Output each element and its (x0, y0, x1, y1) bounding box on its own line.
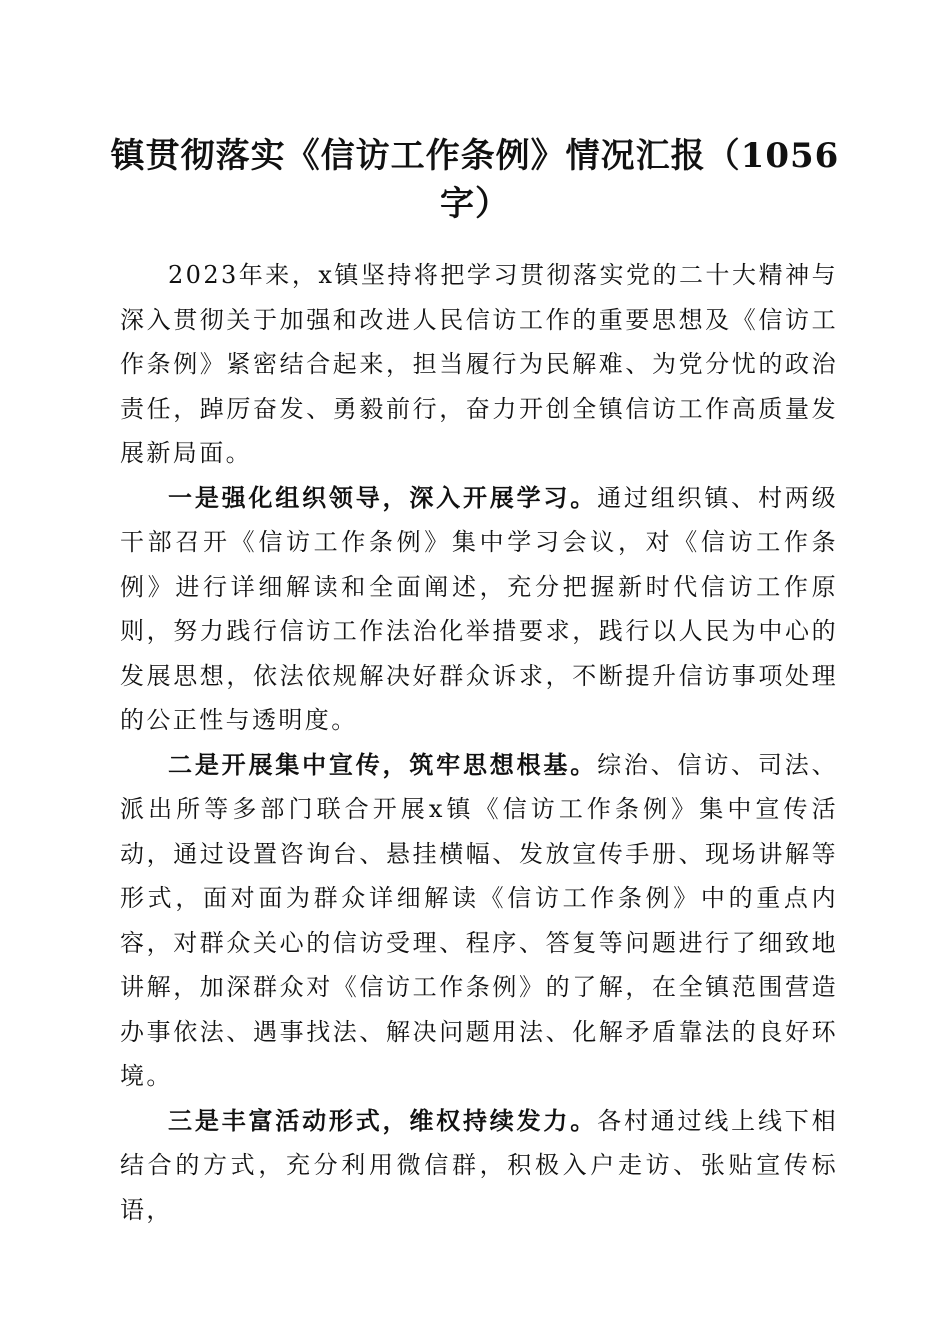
paragraph-text: 综治、信访、司法、派出所等多部门联合开展x镇《信访工作条例》集中宣传活动，通过设置咨询台、悬挂横幅、发放宣传手册、现场讲解等形式，面对面为群众详细解读《信访工作条例》中的重点内容，对群众关心的信访受理、程序、答复等问题进行了细致地讲解，加深群众对《信访工作条例》的了解，在全镇范围营造办事依法、遇事找法、解决问题用法、化解矛盾靠法的良好环境。 (120, 750, 838, 1090)
paragraph-point-1 (120, 476, 838, 743)
document-title: 镇贯彻落实《信访工作条例》情况汇报（1056字） (110, 136, 840, 224)
paragraph-text: 各村通过线上线下相结合的方式，充分利用微信群，积极入户走访、张贴宣传标语， (120, 1106, 838, 1224)
paragraph-text: 通过组织镇、村两级干部召开《信访工作条例》集中学习会议，对《信访工作条例》进行详细解读和全面阐述，充分把握新时代信访工作原则，努力践行信访工作法治化举措要求，践行以人民为中心的发展思想，依法依规解决好群众诉求，不断提升信访事项处理的公正性与透明度。 (120, 483, 838, 734)
paragraph-text: 2023年来，x镇坚持将把学习贯彻落实党的二十大精神与深入贯彻关于加强和改进人民信访工作的重要思想及《信访工作条例》紧密结合起来，担当履行为民解难、为党分忧的政治责任，踔厉奋发、勇毅前行，奋力开创全镇信访工作高质量发展新局面。 (120, 261, 838, 467)
document-body (120, 253, 838, 1232)
paragraph-lead: 三是丰富活动形式，维权持续发力。 (168, 1105, 598, 1135)
paragraph-point-2 (120, 743, 838, 1099)
paragraph-lead: 一是强化组织领导，深入开展学习。 (168, 482, 598, 512)
paragraph-lead: 二是开展集中宣传，筑牢思想根基。 (168, 749, 598, 779)
paragraph-intro (120, 253, 838, 476)
paragraph-point-3 (120, 1099, 838, 1233)
